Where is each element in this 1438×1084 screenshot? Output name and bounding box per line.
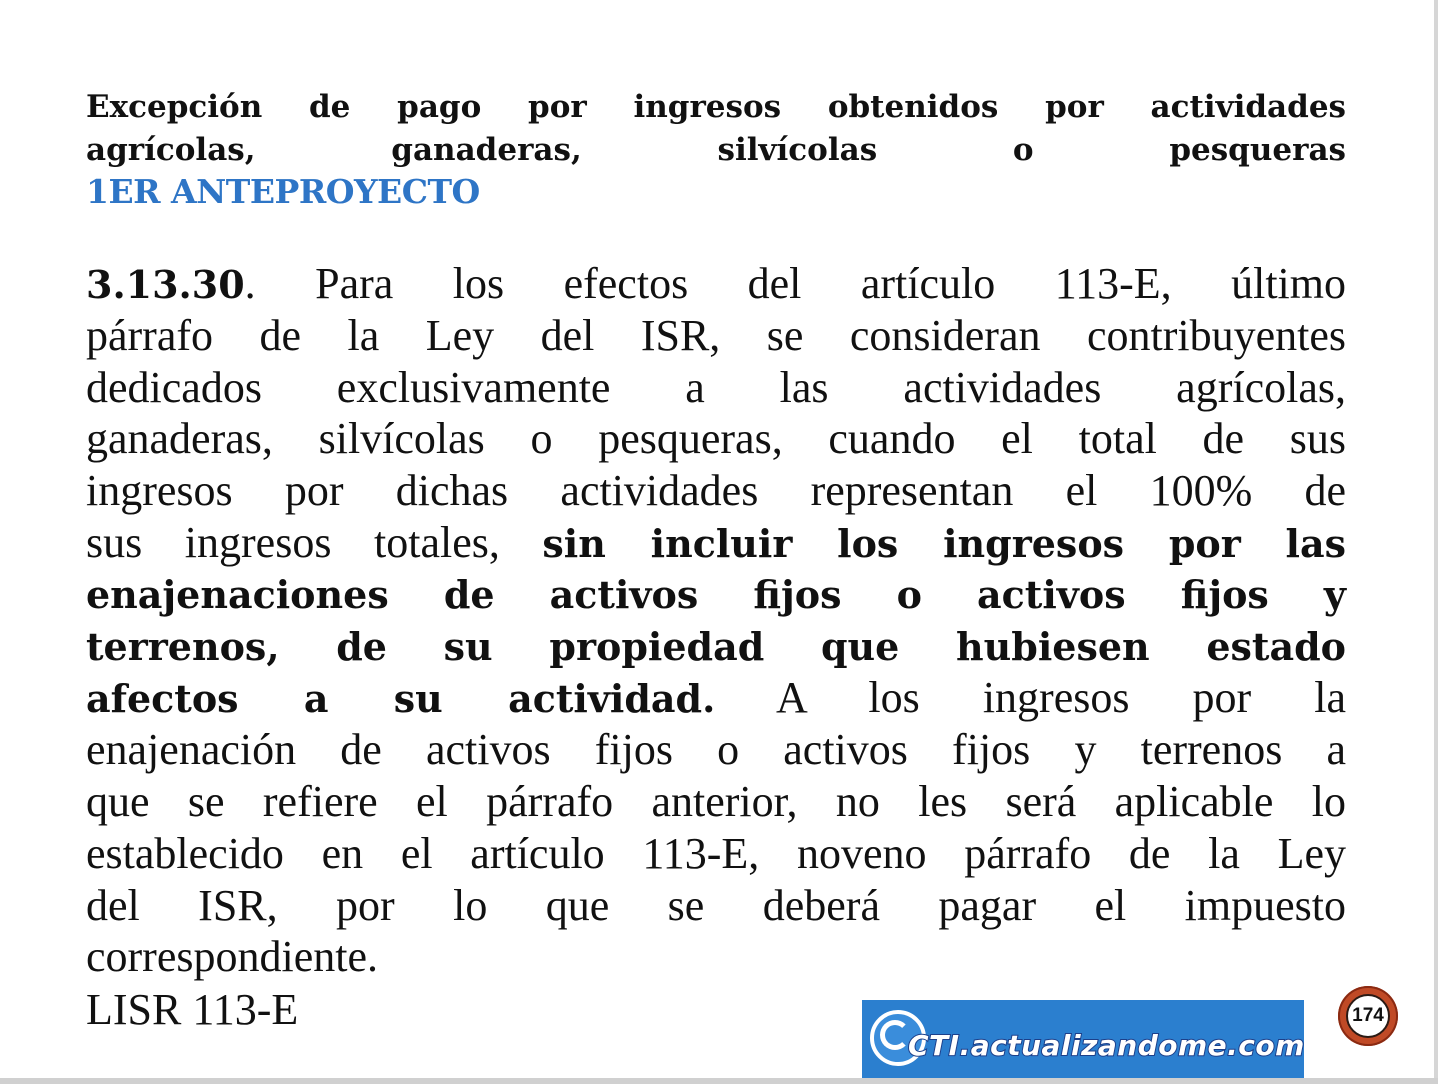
rule-line-9-plain: A los ingresos por la <box>715 673 1346 723</box>
slide-bottom-edge <box>0 1078 1438 1084</box>
rule-line-9 <box>86 672 1346 724</box>
rule-line-1 <box>86 258 1346 310</box>
rule-line-9-bold: afectos a su actividad. <box>86 676 716 722</box>
rule-line-8: terrenos, de su propiedad que hubiesen estado <box>86 623 1346 669</box>
rule-line-5: ingresos por dichas actividades representan el 100% de <box>86 466 1346 516</box>
page-number: 174 <box>1346 994 1390 1038</box>
rule-number: 3.13.30 <box>86 262 245 307</box>
page-number-badge <box>1338 986 1398 1046</box>
rule-line-10: enajenación de activos fijos o activos fijos y terrenos a <box>86 725 1346 775</box>
slide-right-edge <box>1434 0 1438 1084</box>
rule-line-3: dedicados exclusivamente a las actividades agrícolas, <box>86 362 1346 412</box>
rule-line-11: que se refiere el párrafo anterior, no les será aplicable lo <box>86 776 1346 826</box>
heading-line-1: Excepción de pago por ingresos obtenidos por actividades <box>86 89 1346 125</box>
logo-arc-icon <box>880 1020 910 1050</box>
slide-subtitle: 1ER ANTEPROYECTO <box>86 172 480 211</box>
rule-line-1-text: . Para los efectos del artículo 113-E, último <box>244 259 1346 308</box>
cti-logo <box>862 1000 1304 1078</box>
rule-line-12: establecido en el artículo 113-E, noveno párrafo de la Ley <box>86 828 1346 878</box>
rule-line-13: del ISR, por lo que se deberá pagar el impuesto <box>86 880 1346 930</box>
rule-line-2: párrafo de la Ley del ISR, se consideran contribuyentes <box>86 310 1346 360</box>
rule-line-7: enajenaciones de activos fijos o activos fijos y <box>86 571 1346 617</box>
rule-line-14: correspondiente. <box>86 932 378 982</box>
rule-line-4: ganaderas, silvícolas o pesqueras, cuando el total de sus <box>86 414 1346 464</box>
rule-line-6 <box>86 517 1346 569</box>
rule-line-6-bold: sin incluir los ingresos por las <box>542 520 1346 566</box>
law-reference: LISR 113-E <box>86 985 299 1034</box>
logo-text: CTI.actualizandome.com <box>908 1029 1305 1062</box>
rule-line-6-plain: sus ingresos totales, <box>86 517 543 567</box>
slide-heading <box>86 86 1346 172</box>
rule-paragraph <box>86 258 1346 983</box>
heading-line-2: agrícolas, ganaderas, silvícolas o pesqueras <box>86 132 1346 168</box>
